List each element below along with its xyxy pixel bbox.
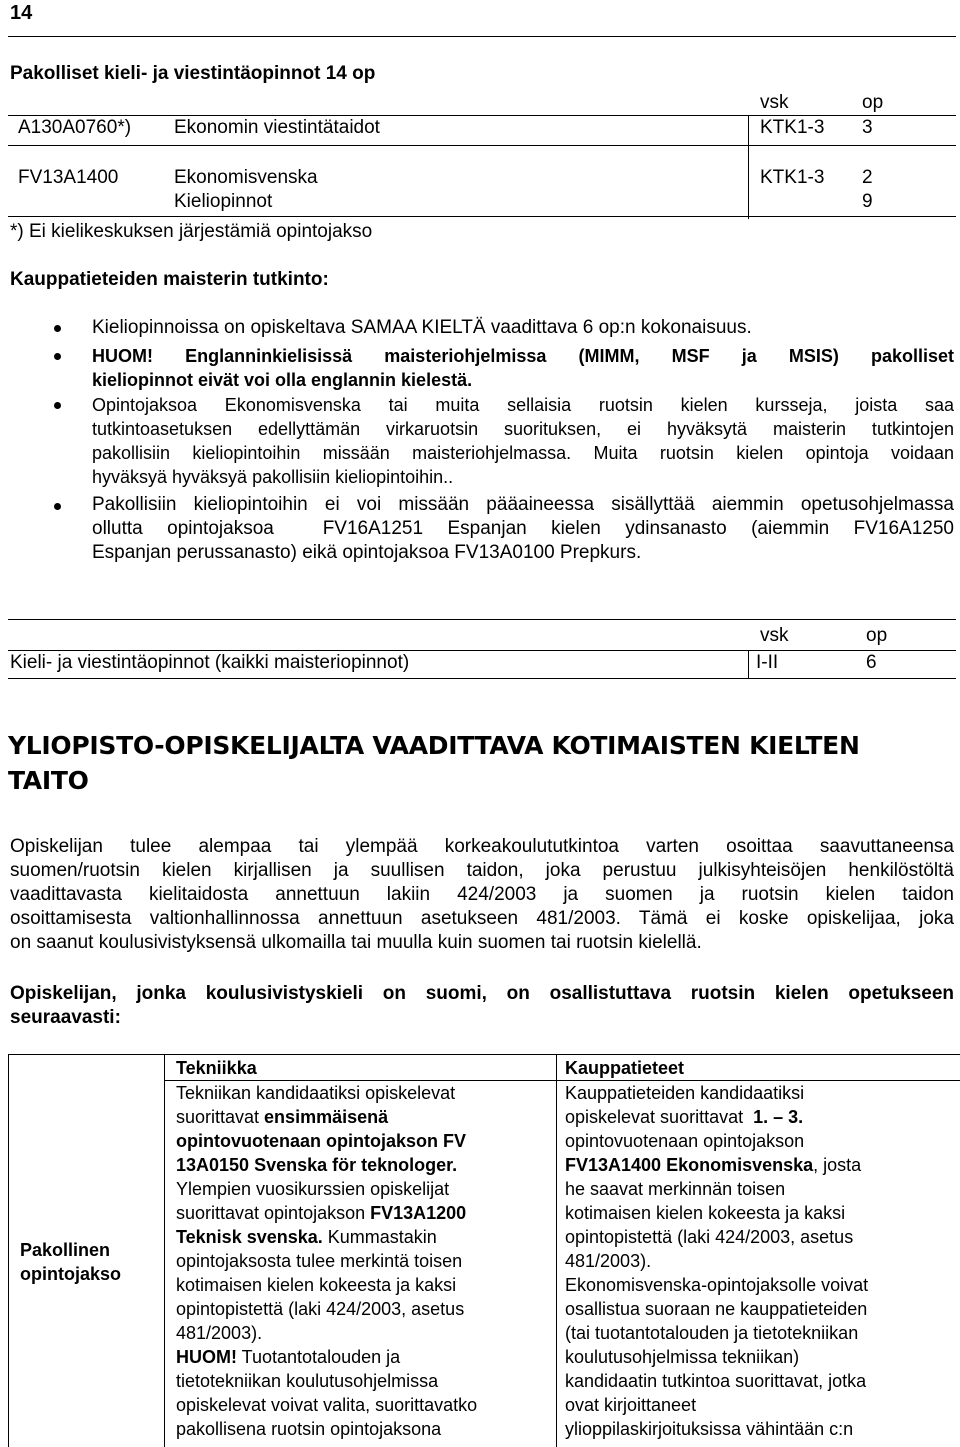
table-divider <box>164 1054 165 1447</box>
masters-bullet-2-line-1: HUOM! Englanninkielisissä maisteriohjelmissa (MIMM, MSF ja MSIS) pakolliset <box>92 346 954 366</box>
cell-line <box>565 1225 957 1249</box>
row-label <box>20 1238 121 1286</box>
cell-line <box>565 1393 957 1417</box>
cell-text: ovat kirjoittaneet <box>565 1395 697 1415</box>
bullet-icon <box>54 353 61 360</box>
masters-bullet-3 <box>92 393 954 489</box>
main-heading-line-2: TAITO <box>8 766 89 795</box>
bold-text: HUOM! <box>176 1347 237 1367</box>
course-code: FV13A1400 <box>18 167 119 188</box>
masters-bullet-4-line: Pakollisiin kieliopintoihin ei voi missään pääaineessa sisällyttää aiemmin opetusohjelmassa <box>92 494 954 515</box>
credits-period: I-II <box>756 652 779 673</box>
masters-heading: Kauppatieteiden maisterin tutkinto: <box>10 269 329 290</box>
course-op: 2 <box>862 167 873 188</box>
table-divider <box>556 1054 557 1447</box>
main-heading-line-1: YLIOPISTO-OPISKELIJALTA VAADITTAVA KOTIMAISTEN KIELTEN <box>8 731 860 760</box>
col-header-econ: Kauppatieteet <box>565 1058 685 1078</box>
cell-text: , josta <box>813 1155 862 1175</box>
subtotal-label: Kieliopinnot <box>174 191 273 212</box>
paragraph-line: Opiskelijan tulee alempaa tai ylempää korkeakoulututkintoa varten osoittaa saavuttaneensa <box>10 836 954 857</box>
table-rule <box>8 619 956 620</box>
masters-bullet-3-line: Opintojaksoa Ekonomisvenska tai muita sellaisia ruotsin kielen kursseja, joista saa <box>92 395 954 415</box>
vsk-header: vsk <box>760 92 789 113</box>
bullet-icon <box>54 325 61 332</box>
masters-bullet-1: Kieliopinnoissa on opiskeltava SAMAA KIELTÄ vaadittava 6 op:n kokonaisuus. <box>92 317 752 338</box>
course-code: A130A0760*) <box>18 117 132 138</box>
cell-line <box>565 1273 957 1297</box>
masters-bullet-4 <box>92 493 954 565</box>
cell-line <box>176 1225 552 1249</box>
cell-line <box>565 1297 957 1321</box>
cell-text: suorittavat <box>176 1107 265 1127</box>
cell-text: opintopistettä (laki 424/2003, asetus <box>565 1227 854 1247</box>
credits-op: 6 <box>866 652 877 673</box>
language-requirement-paragraph <box>10 835 954 955</box>
table-rule <box>8 678 956 679</box>
cell-line <box>176 1417 552 1441</box>
cell-text: kotimaisen kielen kokeesta ja kaksi <box>565 1203 846 1223</box>
sub-heading <box>10 982 954 1030</box>
row-label-line-2: opintojakso <box>20 1264 122 1284</box>
cell-line <box>176 1153 552 1177</box>
cell-line <box>565 1201 957 1225</box>
bullet-icon <box>54 503 61 510</box>
cell-line <box>176 1129 552 1153</box>
cell-line <box>176 1321 552 1345</box>
table-divider <box>748 650 749 678</box>
paragraph-line: on saanut koulusivistyksensä ulkomailla tai muulla kuin suomen tai ruotsin kielellä. <box>10 932 702 953</box>
course-vsk: KTK1-3 <box>760 167 825 188</box>
paragraph-line: suomen/ruotsin kielen kirjallisen ja suullisen taidon, joka perustuu julkisyhteisöjen henkilöstöltä <box>10 860 954 881</box>
cell-line <box>565 1177 957 1201</box>
cell-text: kotimaisen kielen kokeesta ja kaksi <box>176 1275 457 1295</box>
vsk-header: vsk <box>760 625 789 646</box>
bold-text: opintovuotenaan opintojakson FV <box>176 1131 466 1151</box>
course-name: Ekonomin viestintätaidot <box>174 117 380 138</box>
cell-line <box>176 1393 552 1417</box>
masters-bullet-3-line: pakollisiin kieliopintoihin missään maisteriohjelmassa. Muita ruotsin kielen opintoja voidaan <box>92 443 954 463</box>
cell-text: Tuotantotalouden ja <box>237 1347 401 1367</box>
cell-text: Ylempien vuosikurssien opiskelijat <box>176 1179 450 1199</box>
cell-line <box>176 1345 552 1369</box>
table-rule <box>8 145 956 146</box>
cell-line <box>176 1177 552 1201</box>
cell-line <box>565 1105 957 1129</box>
credits-label: Kieli- ja viestintäopinnot (kaikki maisteriopinnot) <box>10 652 410 673</box>
op-header: op <box>866 625 888 646</box>
bullet-icon <box>54 402 61 409</box>
masters-bullet-4-line: ollutta opintojaksoa FV16A1251 Espanjan kielen ydinsanasto (aiemmin FV16A1250 <box>92 518 954 539</box>
bold-text: FV13A1400 Ekonomisvenska <box>565 1155 814 1175</box>
row-label-line-1: Pakollinen <box>20 1240 111 1260</box>
sub-heading-line-2: seuraavasti: <box>10 1007 121 1028</box>
cell-line <box>565 1345 957 1369</box>
cell-text: opintovuotenaan opintojakson <box>565 1131 805 1151</box>
cell-text: 481/2003). <box>565 1251 652 1271</box>
cell-text: Tekniikan kandidaatiksi opiskelevat <box>176 1083 456 1103</box>
masters-bullet-2-line-2: kieliopinnot eivät voi olla englannin kielestä. <box>92 370 473 390</box>
cell-line <box>565 1249 957 1273</box>
cell-line <box>565 1417 957 1441</box>
econ-cell <box>565 1081 957 1441</box>
cell-text: koulutusohjelmissa tekniikan) <box>565 1347 800 1367</box>
masters-bullet-2 <box>92 344 954 392</box>
cell-text: kandidaatin tutkintoa suorittavat, jotka <box>565 1371 867 1391</box>
cell-line <box>176 1249 552 1273</box>
table-border-left <box>8 1054 9 1447</box>
cell-text: Kummastakin <box>322 1227 437 1247</box>
cell-text: 481/2003). <box>176 1323 263 1343</box>
cell-line <box>176 1369 552 1393</box>
cell-text: tietotekniikan koulutusohjelmissa <box>176 1371 439 1391</box>
cell-line <box>565 1321 957 1345</box>
course-op: 3 <box>862 117 873 138</box>
cell-text: (tai tuotantotalouden ja tietotekniikan <box>565 1323 859 1343</box>
bold-text: ensimmäisenä <box>264 1107 389 1127</box>
cell-text: Kauppatieteiden kandidaatiksi <box>565 1083 805 1103</box>
bold-text: FV13A1200 <box>370 1203 467 1223</box>
cell-text: suorittavat opintojakson <box>176 1203 371 1223</box>
masters-bullet-3-line: hyväksyä hyväksyä pakollisiin kieliopintoihin.. <box>92 467 454 487</box>
cell-line <box>565 1081 957 1105</box>
cell-text: opintopistettä (laki 424/2003, asetus <box>176 1299 465 1319</box>
cell-line <box>565 1369 957 1393</box>
cell-text: Ekonomisvenska-opintojaksolle voivat <box>565 1275 869 1295</box>
footnote: *) Ei kielikeskuksen järjestämiä opintojakso <box>10 221 373 242</box>
cell-text: opiskelevat suorittavat <box>565 1107 754 1127</box>
cell-text: osallistua suoraan ne kauppatieteiden <box>565 1299 868 1319</box>
table-divider <box>748 115 749 219</box>
op-header: op <box>862 92 884 113</box>
cell-line <box>176 1201 552 1225</box>
section-title: Pakolliset kieli- ja viestintäopinnot 14 op <box>10 63 376 84</box>
course-name: Ekonomisvenska <box>174 167 318 188</box>
table-rule <box>8 216 956 217</box>
cell-line <box>176 1297 552 1321</box>
sub-heading-line-1: Opiskelijan, jonka koulusivistyskieli on suomi, on osallistuttava ruotsin kielen opetukseen <box>10 983 954 1004</box>
masters-bullet-3-line: tutkintoasetuksen edellyttämän virkaruotsin suorituksen, ei hyväksytä maisterin tutkintojen <box>92 419 954 439</box>
page-number: 14 <box>10 2 33 24</box>
cell-line <box>176 1273 552 1297</box>
cell-text: opiskelevat voivat valita, suorittavatko <box>176 1395 478 1415</box>
table-border-top <box>8 1054 960 1055</box>
col-header-tech: Tekniikka <box>176 1058 257 1078</box>
cell-line <box>176 1105 552 1129</box>
cell-line <box>176 1081 552 1105</box>
paragraph-line: osoittamisesta valtionhallinnossa annettuun asetukseen 481/2003. Tämä ei koske opiskelijaa, joka <box>10 908 954 929</box>
cell-line <box>565 1153 957 1177</box>
cell-text: pakollisena ruotsin opintojaksona <box>176 1419 442 1439</box>
cell-text: opintojaksosta tulee merkintä toisen <box>176 1251 463 1271</box>
main-heading <box>8 728 948 798</box>
course-vsk: KTK1-3 <box>760 117 825 138</box>
top-rule <box>8 36 956 37</box>
bold-text: 13A0150 Svenska för teknologer. <box>176 1155 458 1175</box>
bold-text: Teknisk svenska. <box>176 1227 323 1247</box>
cell-text: he saavat merkinnän toisen <box>565 1179 786 1199</box>
bold-text: 1. – 3. <box>753 1107 804 1127</box>
cell-text: ylioppilaskirjoituksissa vähintään c:n <box>565 1419 854 1439</box>
masters-bullet-4-line: Espanjan perussanasto) eikä opintojaksoa FV13A0100 Prepkurs. <box>92 542 642 563</box>
cell-line <box>565 1129 957 1153</box>
paragraph-line: vaadittavasta kielitaidosta annettuun lakiin 424/2003 ja suomen ja ruotsin kielen taidon <box>10 884 954 905</box>
tech-cell <box>176 1081 552 1441</box>
subtotal-op: 9 <box>862 191 873 212</box>
